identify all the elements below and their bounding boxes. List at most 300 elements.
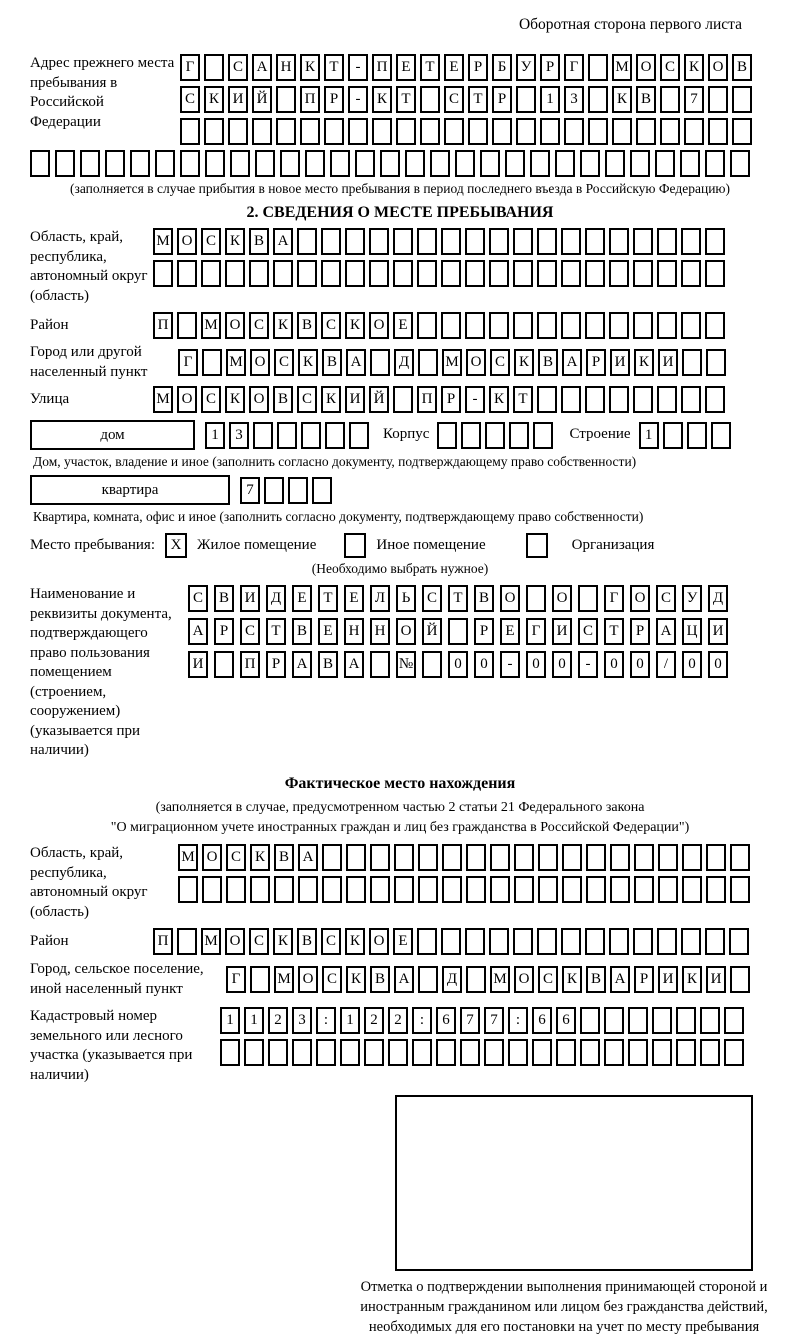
- char-cell[interactable]: Т: [420, 54, 440, 81]
- char-cell[interactable]: [244, 1039, 264, 1066]
- char-cell[interactable]: [633, 228, 653, 255]
- char-cell[interactable]: -: [465, 386, 485, 413]
- char-cell[interactable]: С: [180, 86, 200, 113]
- char-cell[interactable]: [516, 86, 536, 113]
- char-cell[interactable]: [513, 260, 533, 287]
- char-cell[interactable]: 0: [604, 651, 624, 678]
- char-cell[interactable]: В: [474, 585, 494, 612]
- char-cell[interactable]: [538, 844, 558, 871]
- char-cell[interactable]: 0: [526, 651, 546, 678]
- char-cell[interactable]: М: [274, 966, 294, 993]
- char-cell[interactable]: А: [252, 54, 272, 81]
- char-cell[interactable]: [588, 118, 608, 145]
- char-cell[interactable]: [530, 150, 550, 177]
- char-cell[interactable]: [490, 844, 510, 871]
- char-cell[interactable]: [657, 928, 677, 955]
- char-cell[interactable]: И: [228, 86, 248, 113]
- char-cell[interactable]: [417, 228, 437, 255]
- char-cell[interactable]: К: [612, 86, 632, 113]
- char-cell[interactable]: [418, 876, 438, 903]
- char-cell[interactable]: [412, 1039, 432, 1066]
- char-cell[interactable]: [730, 876, 750, 903]
- char-cell[interactable]: :: [316, 1007, 336, 1034]
- char-cell[interactable]: [370, 844, 390, 871]
- char-cell[interactable]: 0: [682, 651, 702, 678]
- char-cell[interactable]: П: [300, 86, 320, 113]
- char-cell[interactable]: О: [249, 386, 269, 413]
- char-cell[interactable]: 0: [474, 651, 494, 678]
- char-cell[interactable]: [537, 260, 557, 287]
- char-cell[interactable]: [460, 1039, 480, 1066]
- char-cell[interactable]: [484, 1039, 504, 1066]
- char-cell[interactable]: [609, 260, 629, 287]
- char-cell[interactable]: [292, 1039, 312, 1066]
- char-cell[interactable]: [437, 422, 457, 449]
- char-cell[interactable]: [514, 844, 534, 871]
- char-cell[interactable]: [705, 228, 725, 255]
- char-cell[interactable]: И: [610, 349, 630, 376]
- char-cell[interactable]: [657, 312, 677, 339]
- char-cell[interactable]: [466, 876, 486, 903]
- char-cell[interactable]: [633, 312, 653, 339]
- char-cell[interactable]: [322, 876, 342, 903]
- char-cell[interactable]: [561, 928, 581, 955]
- char-cell[interactable]: С: [249, 928, 269, 955]
- char-cell[interactable]: Р: [586, 349, 606, 376]
- char-cell[interactable]: У: [682, 585, 702, 612]
- char-cell[interactable]: [588, 86, 608, 113]
- char-cell[interactable]: Е: [344, 585, 364, 612]
- char-cell[interactable]: В: [274, 844, 294, 871]
- char-cell[interactable]: [658, 844, 678, 871]
- char-cell[interactable]: [561, 228, 581, 255]
- char-cell[interactable]: [633, 386, 653, 413]
- char-cell[interactable]: К: [562, 966, 582, 993]
- char-cell[interactable]: [204, 118, 224, 145]
- char-cell[interactable]: В: [538, 349, 558, 376]
- char-cell[interactable]: 1: [220, 1007, 240, 1034]
- char-cell[interactable]: [580, 1039, 600, 1066]
- char-cell[interactable]: [561, 260, 581, 287]
- char-cell[interactable]: Й: [252, 86, 272, 113]
- char-cell[interactable]: [417, 312, 437, 339]
- char-cell[interactable]: [201, 260, 221, 287]
- char-cell[interactable]: [177, 260, 197, 287]
- char-cell[interactable]: [214, 651, 234, 678]
- char-cell[interactable]: 1: [540, 86, 560, 113]
- char-cell[interactable]: Р: [324, 86, 344, 113]
- char-cell[interactable]: 6: [532, 1007, 552, 1034]
- char-cell[interactable]: [706, 876, 726, 903]
- char-cell[interactable]: [466, 844, 486, 871]
- char-cell[interactable]: Г: [526, 618, 546, 645]
- char-cell[interactable]: [485, 422, 505, 449]
- char-cell[interactable]: В: [273, 386, 293, 413]
- char-cell[interactable]: Д: [442, 966, 462, 993]
- char-cell[interactable]: [418, 966, 438, 993]
- char-cell[interactable]: [540, 118, 560, 145]
- char-cell[interactable]: С: [321, 312, 341, 339]
- char-cell[interactable]: К: [204, 86, 224, 113]
- char-cell[interactable]: [280, 150, 300, 177]
- char-cell[interactable]: [706, 349, 726, 376]
- char-cell[interactable]: [682, 876, 702, 903]
- char-cell[interactable]: [708, 118, 728, 145]
- char-cell[interactable]: К: [225, 386, 245, 413]
- char-cell[interactable]: П: [417, 386, 437, 413]
- char-cell[interactable]: В: [297, 312, 317, 339]
- char-cell[interactable]: Т: [324, 54, 344, 81]
- char-cell[interactable]: О: [466, 349, 486, 376]
- char-cell[interactable]: -: [500, 651, 520, 678]
- char-cell[interactable]: [705, 260, 725, 287]
- char-cell[interactable]: А: [394, 966, 414, 993]
- char-cell[interactable]: [346, 844, 366, 871]
- char-cell[interactable]: [681, 928, 701, 955]
- char-cell[interactable]: С: [240, 618, 260, 645]
- char-cell[interactable]: [230, 150, 250, 177]
- char-cell[interactable]: И: [188, 651, 208, 678]
- char-cell[interactable]: [634, 844, 654, 871]
- char-cell[interactable]: [228, 118, 248, 145]
- char-cell[interactable]: Г: [226, 966, 246, 993]
- char-cell[interactable]: [418, 349, 438, 376]
- char-cell[interactable]: Т: [468, 86, 488, 113]
- char-cell[interactable]: Т: [448, 585, 468, 612]
- char-cell[interactable]: 2: [388, 1007, 408, 1034]
- char-cell[interactable]: [177, 312, 197, 339]
- char-cell[interactable]: [480, 150, 500, 177]
- char-cell[interactable]: П: [153, 312, 173, 339]
- char-cell[interactable]: [652, 1039, 672, 1066]
- char-cell[interactable]: [681, 312, 701, 339]
- char-cell[interactable]: [532, 1039, 552, 1066]
- char-cell[interactable]: [660, 118, 680, 145]
- char-cell[interactable]: [301, 422, 321, 449]
- char-cell[interactable]: [588, 54, 608, 81]
- char-cell[interactable]: Т: [604, 618, 624, 645]
- char-cell[interactable]: [417, 928, 437, 955]
- char-cell[interactable]: [684, 118, 704, 145]
- other-premises-checkbox[interactable]: [344, 533, 366, 558]
- char-cell[interactable]: [370, 876, 390, 903]
- char-cell[interactable]: [605, 150, 625, 177]
- char-cell[interactable]: [561, 386, 581, 413]
- char-cell[interactable]: [508, 1039, 528, 1066]
- char-cell[interactable]: [273, 260, 293, 287]
- char-cell[interactable]: Е: [393, 928, 413, 955]
- char-cell[interactable]: [369, 260, 389, 287]
- char-cell[interactable]: Н: [370, 618, 390, 645]
- char-cell[interactable]: Е: [396, 54, 416, 81]
- char-cell[interactable]: К: [346, 966, 366, 993]
- char-cell[interactable]: О: [708, 54, 728, 81]
- char-cell[interactable]: :: [412, 1007, 432, 1034]
- char-cell[interactable]: [441, 312, 461, 339]
- char-cell[interactable]: 3: [564, 86, 584, 113]
- char-cell[interactable]: [604, 1039, 624, 1066]
- char-cell[interactable]: [448, 618, 468, 645]
- char-cell[interactable]: 7: [460, 1007, 480, 1034]
- char-cell[interactable]: Р: [214, 618, 234, 645]
- char-cell[interactable]: №: [396, 651, 416, 678]
- char-cell[interactable]: К: [682, 966, 702, 993]
- char-cell[interactable]: С: [297, 386, 317, 413]
- char-cell[interactable]: [105, 150, 125, 177]
- char-cell[interactable]: Т: [266, 618, 286, 645]
- char-cell[interactable]: 3: [292, 1007, 312, 1034]
- char-cell[interactable]: С: [201, 228, 221, 255]
- char-cell[interactable]: [489, 312, 509, 339]
- char-cell[interactable]: [300, 118, 320, 145]
- char-cell[interactable]: [466, 966, 486, 993]
- char-cell[interactable]: [585, 386, 605, 413]
- char-cell[interactable]: О: [369, 928, 389, 955]
- char-cell[interactable]: 3: [229, 422, 249, 449]
- char-cell[interactable]: [630, 150, 650, 177]
- char-cell[interactable]: О: [500, 585, 520, 612]
- char-cell[interactable]: [253, 422, 273, 449]
- char-cell[interactable]: Л: [370, 585, 390, 612]
- char-cell[interactable]: 6: [436, 1007, 456, 1034]
- char-cell[interactable]: [564, 118, 584, 145]
- char-cell[interactable]: [609, 312, 629, 339]
- char-cell[interactable]: [225, 260, 245, 287]
- char-cell[interactable]: А: [298, 844, 318, 871]
- char-cell[interactable]: [465, 312, 485, 339]
- char-cell[interactable]: [321, 228, 341, 255]
- char-cell[interactable]: В: [214, 585, 234, 612]
- char-cell[interactable]: [288, 477, 308, 504]
- char-cell[interactable]: [180, 118, 200, 145]
- char-cell[interactable]: О: [552, 585, 572, 612]
- char-cell[interactable]: Р: [630, 618, 650, 645]
- char-cell[interactable]: [537, 228, 557, 255]
- char-cell[interactable]: Р: [540, 54, 560, 81]
- char-cell[interactable]: С: [226, 844, 246, 871]
- char-cell[interactable]: [537, 312, 557, 339]
- char-cell[interactable]: [676, 1007, 696, 1034]
- char-cell[interactable]: Й: [422, 618, 442, 645]
- char-cell[interactable]: [609, 928, 629, 955]
- char-cell[interactable]: К: [273, 312, 293, 339]
- char-cell[interactable]: [730, 844, 750, 871]
- char-cell[interactable]: [30, 150, 50, 177]
- char-cell[interactable]: [682, 844, 702, 871]
- char-cell[interactable]: М: [442, 349, 462, 376]
- char-cell[interactable]: [513, 312, 533, 339]
- char-cell[interactable]: [226, 876, 246, 903]
- char-cell[interactable]: А: [562, 349, 582, 376]
- char-cell[interactable]: [562, 844, 582, 871]
- char-cell[interactable]: [297, 228, 317, 255]
- char-cell[interactable]: [682, 349, 702, 376]
- char-cell[interactable]: О: [202, 844, 222, 871]
- char-cell[interactable]: У: [516, 54, 536, 81]
- char-cell[interactable]: В: [732, 54, 752, 81]
- char-cell[interactable]: [700, 1007, 720, 1034]
- char-cell[interactable]: И: [658, 966, 678, 993]
- char-cell[interactable]: [55, 150, 75, 177]
- char-cell[interactable]: К: [345, 312, 365, 339]
- char-cell[interactable]: [276, 86, 296, 113]
- char-cell[interactable]: С: [578, 618, 598, 645]
- char-cell[interactable]: 0: [630, 651, 650, 678]
- char-cell[interactable]: М: [226, 349, 246, 376]
- char-cell[interactable]: [585, 312, 605, 339]
- char-cell[interactable]: [609, 386, 629, 413]
- char-cell[interactable]: И: [240, 585, 260, 612]
- char-cell[interactable]: Д: [708, 585, 728, 612]
- char-cell[interactable]: [442, 844, 462, 871]
- char-cell[interactable]: 0: [552, 651, 572, 678]
- char-cell[interactable]: [325, 422, 345, 449]
- char-cell[interactable]: [444, 118, 464, 145]
- char-cell[interactable]: [430, 150, 450, 177]
- char-cell[interactable]: В: [636, 86, 656, 113]
- char-cell[interactable]: О: [396, 618, 416, 645]
- char-cell[interactable]: [505, 150, 525, 177]
- char-cell[interactable]: К: [321, 386, 341, 413]
- char-cell[interactable]: [461, 422, 481, 449]
- char-cell[interactable]: [441, 928, 461, 955]
- char-cell[interactable]: [489, 260, 509, 287]
- char-cell[interactable]: С: [322, 966, 342, 993]
- char-cell[interactable]: [380, 150, 400, 177]
- char-cell[interactable]: А: [656, 618, 676, 645]
- char-cell[interactable]: [711, 422, 731, 449]
- char-cell[interactable]: О: [514, 966, 534, 993]
- char-cell[interactable]: [729, 928, 749, 955]
- char-cell[interactable]: В: [292, 618, 312, 645]
- char-cell[interactable]: [633, 928, 653, 955]
- char-cell[interactable]: :: [508, 1007, 528, 1034]
- char-cell[interactable]: С: [538, 966, 558, 993]
- char-cell[interactable]: [657, 260, 677, 287]
- char-cell[interactable]: [250, 966, 270, 993]
- char-cell[interactable]: С: [228, 54, 248, 81]
- char-cell[interactable]: М: [490, 966, 510, 993]
- char-cell[interactable]: [537, 386, 557, 413]
- char-cell[interactable]: [612, 118, 632, 145]
- char-cell[interactable]: О: [250, 349, 270, 376]
- char-cell[interactable]: [509, 422, 529, 449]
- char-cell[interactable]: [420, 86, 440, 113]
- char-cell[interactable]: Е: [444, 54, 464, 81]
- char-cell[interactable]: С: [188, 585, 208, 612]
- char-cell[interactable]: [155, 150, 175, 177]
- char-cell[interactable]: Т: [513, 386, 533, 413]
- char-cell[interactable]: [514, 876, 534, 903]
- char-cell[interactable]: К: [273, 928, 293, 955]
- char-cell[interactable]: 0: [708, 651, 728, 678]
- char-cell[interactable]: [657, 228, 677, 255]
- char-cell[interactable]: /: [656, 651, 676, 678]
- char-cell[interactable]: И: [552, 618, 572, 645]
- char-cell[interactable]: [585, 260, 605, 287]
- char-cell[interactable]: [369, 228, 389, 255]
- char-cell[interactable]: [252, 118, 272, 145]
- char-cell[interactable]: В: [249, 228, 269, 255]
- char-cell[interactable]: О: [177, 386, 197, 413]
- char-cell[interactable]: [268, 1039, 288, 1066]
- char-cell[interactable]: [468, 118, 488, 145]
- char-cell[interactable]: [526, 585, 546, 612]
- char-cell[interactable]: А: [292, 651, 312, 678]
- char-cell[interactable]: [490, 876, 510, 903]
- char-cell[interactable]: Г: [564, 54, 584, 81]
- char-cell[interactable]: [322, 844, 342, 871]
- char-cell[interactable]: В: [297, 928, 317, 955]
- char-cell[interactable]: Р: [474, 618, 494, 645]
- char-cell[interactable]: [533, 422, 553, 449]
- char-cell[interactable]: [580, 1007, 600, 1034]
- char-cell[interactable]: М: [612, 54, 632, 81]
- char-cell[interactable]: [204, 54, 224, 81]
- char-cell[interactable]: Р: [492, 86, 512, 113]
- char-cell[interactable]: И: [345, 386, 365, 413]
- char-cell[interactable]: [220, 1039, 240, 1066]
- char-cell[interactable]: [513, 228, 533, 255]
- char-cell[interactable]: [441, 228, 461, 255]
- char-cell[interactable]: [489, 928, 509, 955]
- char-cell[interactable]: С: [444, 86, 464, 113]
- char-cell[interactable]: К: [489, 386, 509, 413]
- char-cell[interactable]: Г: [180, 54, 200, 81]
- char-cell[interactable]: Е: [393, 312, 413, 339]
- char-cell[interactable]: [705, 312, 725, 339]
- char-cell[interactable]: [250, 876, 270, 903]
- char-cell[interactable]: [298, 876, 318, 903]
- char-cell[interactable]: 7: [684, 86, 704, 113]
- char-cell[interactable]: [324, 118, 344, 145]
- char-cell[interactable]: [346, 876, 366, 903]
- char-cell[interactable]: Р: [266, 651, 286, 678]
- char-cell[interactable]: О: [177, 228, 197, 255]
- char-cell[interactable]: С: [201, 386, 221, 413]
- char-cell[interactable]: [657, 386, 677, 413]
- char-cell[interactable]: М: [201, 928, 221, 955]
- char-cell[interactable]: [516, 118, 536, 145]
- char-cell[interactable]: М: [178, 844, 198, 871]
- char-cell[interactable]: М: [153, 228, 173, 255]
- char-cell[interactable]: [177, 928, 197, 955]
- char-cell[interactable]: Ь: [396, 585, 416, 612]
- char-cell[interactable]: М: [153, 386, 173, 413]
- char-cell[interactable]: Н: [276, 54, 296, 81]
- char-cell[interactable]: К: [300, 54, 320, 81]
- char-cell[interactable]: П: [240, 651, 260, 678]
- char-cell[interactable]: 1: [639, 422, 659, 449]
- char-cell[interactable]: М: [201, 312, 221, 339]
- char-cell[interactable]: 2: [268, 1007, 288, 1034]
- char-cell[interactable]: С: [274, 349, 294, 376]
- char-cell[interactable]: [202, 876, 222, 903]
- char-cell[interactable]: Г: [604, 585, 624, 612]
- char-cell[interactable]: [264, 477, 284, 504]
- char-cell[interactable]: В: [322, 349, 342, 376]
- char-cell[interactable]: [370, 651, 390, 678]
- char-cell[interactable]: [465, 260, 485, 287]
- char-cell[interactable]: [562, 876, 582, 903]
- char-cell[interactable]: [652, 1007, 672, 1034]
- char-cell[interactable]: В: [318, 651, 338, 678]
- char-cell[interactable]: [277, 422, 297, 449]
- char-cell[interactable]: [370, 349, 390, 376]
- char-cell[interactable]: 2: [364, 1007, 384, 1034]
- char-cell[interactable]: Р: [441, 386, 461, 413]
- char-cell[interactable]: [580, 150, 600, 177]
